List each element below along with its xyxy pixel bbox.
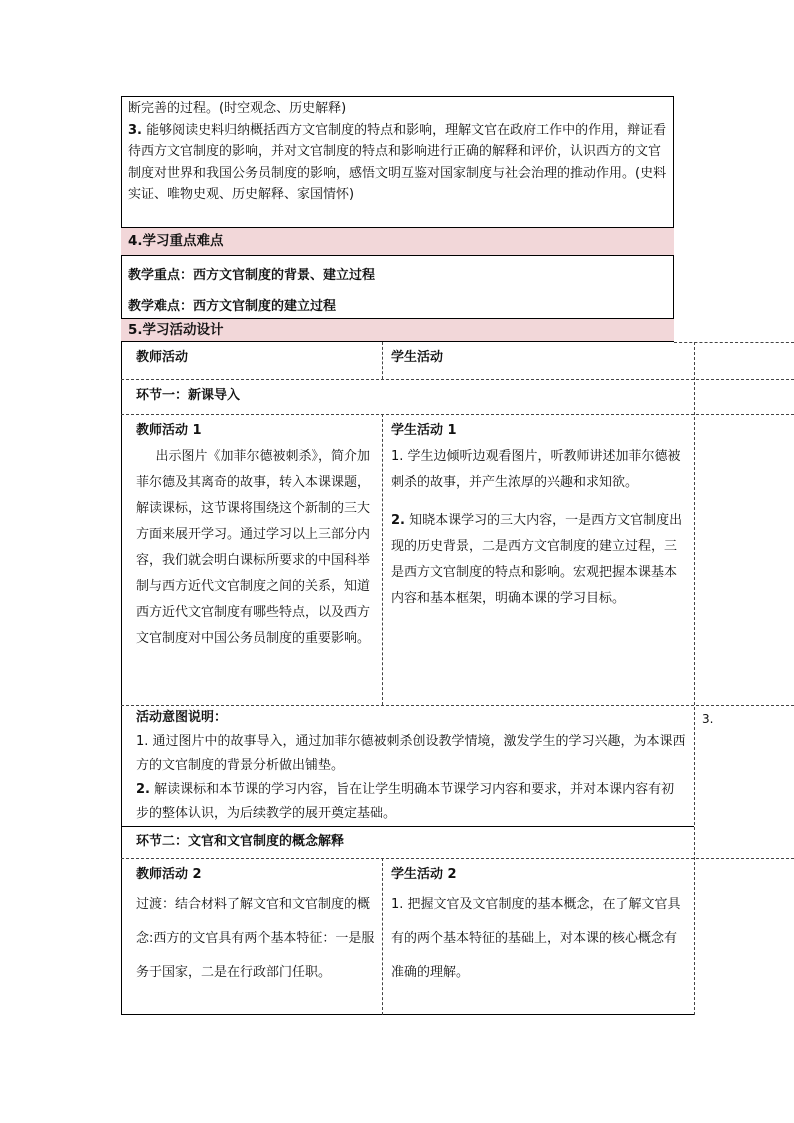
grid-line <box>382 414 383 705</box>
stage-1-title: 环节一：新课导入 <box>136 388 241 403</box>
student-activity-1-item-1: 1. 学生边倾听边观看图片，听教师讲述加菲尔德被刺杀的故事，并产生浓厚的兴趣和求知欲。 <box>391 449 681 490</box>
header-student: 学生活动 <box>391 350 444 365</box>
student-activity-1 <box>391 418 685 612</box>
objective-item-3-text: 能够阅读史料归纳概括西方文官制度的特点和影响，理解文官在政府工作中的作用，辩证看待西方文官制度的影响，并对文官制度的特点和影响进行正确的解释和评价，认识西方的文官制度对世界和我国公务员制度的影响，感悟文明互鉴对国家制度与社会治理的推动作用。(史料实证、唯物史观、历史解释、家国情怀) <box>128 122 667 202</box>
activity-intent-item-2-number: 2. <box>136 782 150 797</box>
teacher-activity-1 <box>136 418 376 652</box>
header-teacher: 教师活动 <box>136 350 189 365</box>
activity-intent-item-2-text: 解读课标和本节课的学习内容，旨在让学生明确本节课学习内容和要求，并对本课内容有初步的整体认识，为后续教学的展开奠定基础。 <box>136 782 675 821</box>
grid-line <box>694 342 695 1015</box>
grid-line <box>382 342 383 379</box>
teacher-activity-1-heading: 教师活动 1 <box>136 423 202 438</box>
grid-line <box>382 858 383 1015</box>
section-5-title: 5.学习活动设计 <box>121 318 674 342</box>
student-activity-1-item-2-number: 2. <box>391 513 405 528</box>
objective-item-3-number: 3. <box>128 122 142 138</box>
difficult-point: 教学难点：西方文官制度的建立过程 <box>128 299 337 314</box>
grid-line <box>674 342 794 343</box>
activity-intent <box>136 706 686 826</box>
activity-intent-item-1: 1. 通过图片中的故事导入，通过加菲尔德被刺杀创设教学情境，激发学生的学习兴趣，为本课西方的文官制度的背景分析做出铺垫。 <box>136 734 686 773</box>
student-activity-2-text: 1. 把握文官及文官制度的基本概念，在了解文官具有的两个基本特征的基础上，对本课的核心概念有准确的理解。 <box>391 897 681 980</box>
student-activity-1-heading: 学生活动 1 <box>391 423 457 438</box>
activity-intent-item-2 <box>136 778 686 826</box>
teacher-activity-1-text: 出示图片《加菲尔德被刺杀》，简介加菲尔德及其离奇的故事，转入本课课题，解读课标，这节课将围绕这个新制的三大方面来展开学习。通过学习以上三部分内容，我们就会明白课标所要求的中国科举制与西方近代文官制度之间的关系，知道西方近代文官制度有哪些特点，以及西方文官制度对中国公务员制度的重要影响。 <box>136 449 371 646</box>
teacher-activity-2-text: 过渡：结合材料了解文官和文官制度的概念:西方的文官具有两个基本特征：一是服务于国家，二是在行政部门任职。 <box>136 897 375 980</box>
section-4-title: 4.学习重点难点 <box>121 227 674 256</box>
activity-intent-heading: 活动意图说明： <box>136 710 228 725</box>
student-activity-2 <box>391 862 685 990</box>
objective-item-3 <box>128 120 668 206</box>
student-activity-1-item-2 <box>391 508 685 612</box>
student-activity-1-item-2-text: 知晓本课学习的三大内容，一是西方文官制度出现的历史背景，二是西方文官制度的建立过程，三是西方文官制度的特点和影响。宏观把握本课基本内容和基本框架，明确本课的学习目标。 <box>391 513 683 606</box>
teacher-activity-2 <box>136 862 376 990</box>
student-activity-2-heading: 学生活动 2 <box>391 867 457 882</box>
learning-objectives-continued <box>128 98 668 206</box>
stage-2-title: 环节二：文官和文官制度的概念解释 <box>136 834 345 849</box>
side-column-number: 3. <box>702 712 714 726</box>
objective-line: 断完善的过程。(时空观念、历史解释) <box>128 101 347 116</box>
key-point: 教学重点：西方文官制度的背景、建立过程 <box>128 268 376 283</box>
teacher-activity-2-heading: 教师活动 2 <box>136 867 202 882</box>
grid-line <box>121 826 694 827</box>
